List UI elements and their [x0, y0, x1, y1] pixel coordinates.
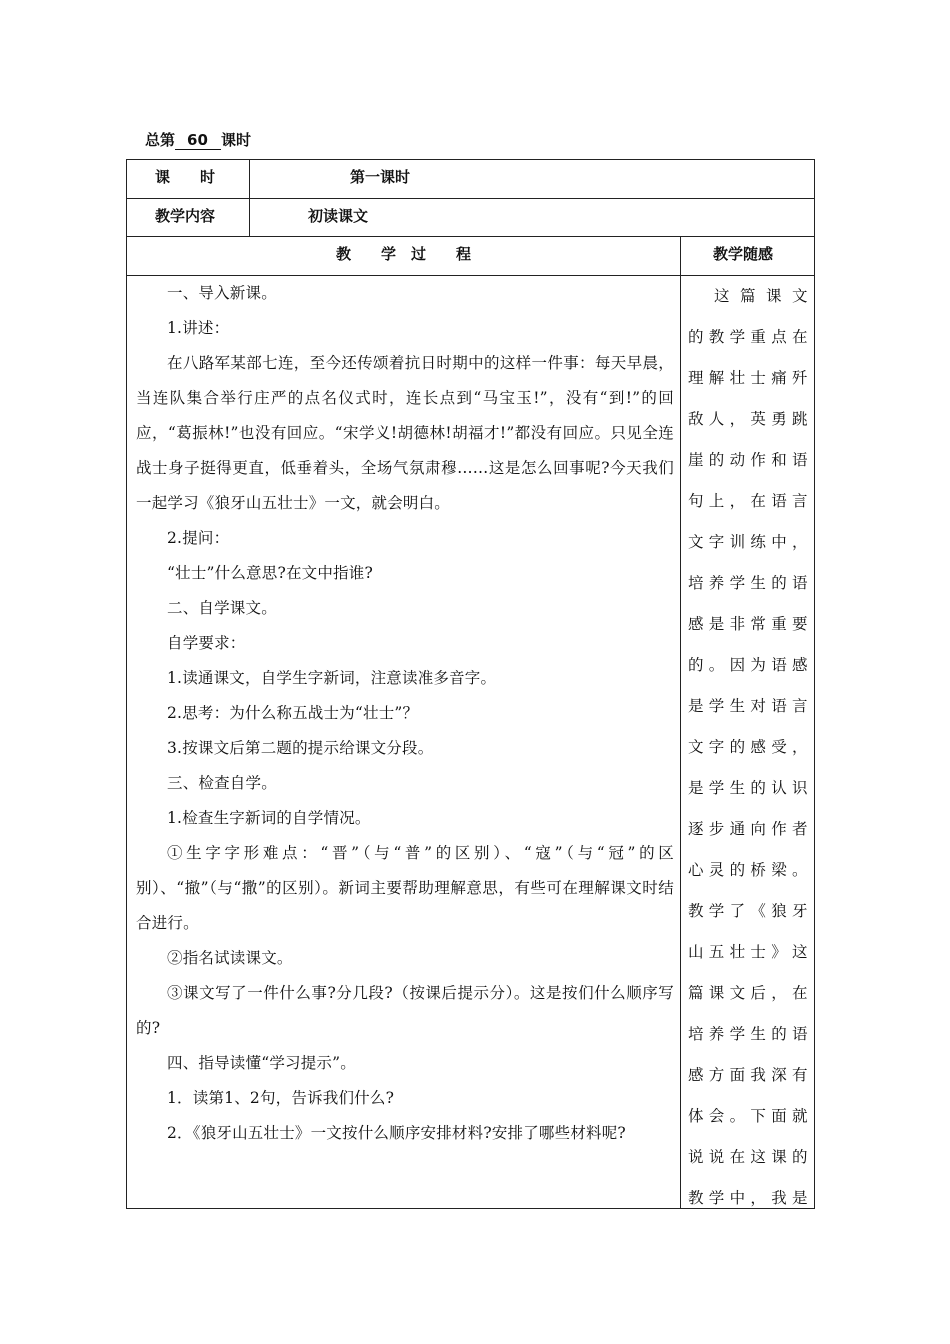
- content-value: 初读课文: [308, 207, 369, 225]
- reflection-line: 培养学生的语: [688, 574, 808, 592]
- reflection-column-header: 教学随感: [713, 245, 774, 263]
- lesson-number: 60: [175, 131, 221, 150]
- table-column-divider: [249, 159, 250, 237]
- process-line: “壮士”什么意思?在文中指谁?: [167, 564, 373, 582]
- reflection-line: 敌人，英勇跳: [688, 410, 808, 428]
- process-line: 二、自学课文。: [167, 599, 277, 617]
- process-line: 三、检查自学。: [167, 774, 277, 792]
- reflection-line: 是学生对语言: [688, 697, 808, 715]
- process-line: 1.读通课文，自学生字新词，注意读准多音字。: [167, 669, 497, 687]
- process-line: 2．《狼牙山五壮士》一文按什么顺序安排材料?安排了哪些材料呢?: [167, 1124, 626, 1142]
- reflection-line: 是学生的认识: [688, 779, 808, 797]
- reflection-line: 教学中，我是: [688, 1189, 808, 1207]
- reflection-line: 文字训练中，: [688, 533, 808, 551]
- teaching-reflection: [688, 276, 808, 1219]
- reflection-line: 感方面我深有: [688, 1066, 808, 1084]
- process-line: ②指名试读课文。: [167, 949, 293, 967]
- teaching-process: [136, 276, 674, 1151]
- process-paragraph: ③课文写了一件什么事?分几段?（按课后提示分）。这是按们什么顺序写的?: [136, 984, 674, 1037]
- process-line: 1.检查生字新词的自学情况。: [167, 809, 371, 827]
- process-paragraph: ①生字字形难点：“晋”（与“普”的区别）、“寇”（与“冠”的区别）、“撤”（与“撒”的区别）。新词主要帮助理解意思，有些可在理解课文时结合进行。: [136, 844, 674, 932]
- reflection-line: 的。因为语感: [688, 656, 808, 674]
- reflection-line: 文字的感受，: [688, 738, 808, 756]
- reflection-line: 崖的动作和语: [688, 451, 808, 469]
- process-paragraph: 在八路军某部七连，至今还传颂着抗日时期中的这样一件事：每天早晨，当连队集合举行庄严的点名仪式时，连长点到“马宝玉!”，没有“到!”的回应，“葛振林!”也没有回应。“宋学义!胡德林!胡福才!”都没有回应。只见全连战士身子挺得更直，低垂着头，全场气氛肃穆……这是怎么回事呢?今天我们一起学习《狼牙山五壮士》一文，就会明白。: [136, 354, 674, 512]
- reflection-line: 这篇课文: [688, 287, 808, 305]
- header-prefix: 总第: [145, 131, 176, 149]
- reflection-line: 的教学重点在: [688, 328, 808, 346]
- process-column-header: 教 学 过 程: [336, 245, 472, 263]
- reflection-line: 培养学生的语: [688, 1025, 808, 1043]
- process-line: 2.思考：为什么称五战士为“壮士”？: [167, 704, 419, 722]
- process-line: 3.按课文后第二题的提示给课文分段。: [167, 739, 434, 757]
- period-label: 课 时: [155, 168, 216, 186]
- content-label: 教学内容: [155, 207, 216, 225]
- table-divider: [126, 198, 815, 199]
- lesson-number-header: [145, 129, 251, 150]
- reflection-line: 感是非常重要: [688, 615, 808, 633]
- reflection-line: 体会。下面就: [688, 1107, 808, 1125]
- period-value: 第一课时: [350, 168, 411, 186]
- header-suffix: 课时: [221, 131, 252, 149]
- process-line: 2.提问：: [167, 529, 230, 547]
- reflection-line: 教学了《狼牙: [688, 902, 808, 920]
- process-line: 1．读第1、2句，告诉我们什么?: [167, 1089, 395, 1107]
- reflection-line: 篇课文后，在: [688, 984, 808, 1002]
- process-line: 1.讲述：: [167, 319, 230, 337]
- process-line: 四、指导读懂“学习提示”。: [167, 1054, 356, 1072]
- reflection-line: 山五壮士》这: [688, 943, 808, 961]
- reflection-line: 心灵的桥梁。: [688, 861, 808, 879]
- process-line: 自学要求：: [167, 634, 246, 652]
- reflection-line: 句上，在语言: [688, 492, 808, 510]
- table-divider: [126, 236, 815, 237]
- reflection-line: 理解壮士痛歼: [688, 369, 808, 387]
- table-column-divider: [680, 236, 681, 1209]
- reflection-line: 说说在这课的: [688, 1148, 808, 1166]
- process-line: 一、导入新课。: [167, 284, 277, 302]
- reflection-line: 逐步通向作者: [688, 820, 808, 838]
